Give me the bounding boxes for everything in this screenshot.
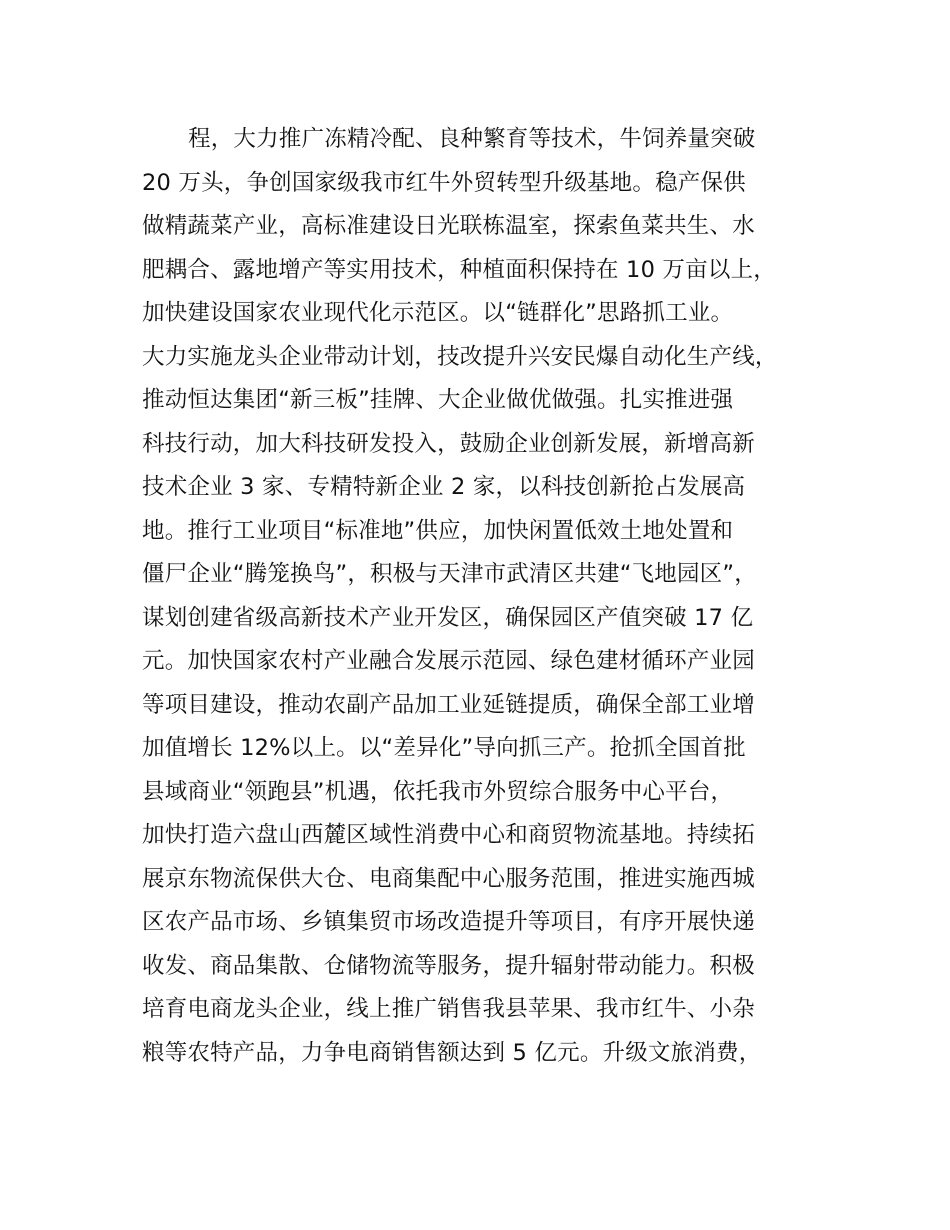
- text-line: 加快打造六盘山西麓区域性消费中心和商贸物流基地。持续拓: [142, 822, 755, 848]
- text-line: 加值增长 12%以上。以“差异化”导向抓三产。抢抓全国首批: [142, 735, 746, 761]
- text-line: 粮等农特产品，力争电商销售额达到 5 亿元。升级文旅消费，: [142, 1039, 762, 1066]
- text-line: 谋划创建省级高新技术产业开发区，确保园区产值突破 17 亿: [142, 604, 754, 631]
- text-line: 加快建设国家农业现代化示范区。以“链群化”思路抓工业。: [142, 300, 734, 326]
- text-line: 等项目建设，推动农副产品加工业延链提质，确保全部工业增: [142, 691, 755, 718]
- text-line: 程，大力推广冻精冷配、良种繁育等技术，牛饲养量突破: [188, 126, 756, 152]
- text-line: 科技行动，加大科技研发投入，鼓励企业创新发展，新增高新: [142, 430, 755, 457]
- body-paragraph: [142, 118, 842, 1075]
- text-line: 推动恒达集团“新三板”挂牌、大企业做优做强。扎实推进强: [142, 387, 734, 413]
- text-line: 收发、商品集散、仓储物流等服务，提升辐射带动能力。积极: [142, 952, 755, 979]
- text-line: 县域商业“领跑县”机遇，依托我市外贸综合服务中心平台，: [142, 778, 734, 805]
- text-line: 展京东物流保供大仓、电商集配中心服务范围，推进实施西城: [142, 865, 755, 892]
- text-line: 20 万头，争创国家级我市红牛外贸转型升级基地。稳产保供: [142, 169, 746, 196]
- text-line: 培育电商龙头企业，线上推广销售我县苹果、我市红牛、小杂: [142, 996, 755, 1022]
- text-line: 技术企业 3 家、专精特新企业 2 家，以科技创新抢占发展高: [142, 474, 746, 500]
- text-line: 地。推行工业项目“标准地”供应，加快闲置低效土地处置和: [142, 517, 734, 544]
- text-line: 肥耦合、露地增产等实用技术，种植面积保持在 10 万亩以上，: [142, 256, 776, 283]
- text-line: 元。加快国家农村产业融合发展示范园、绿色建材循环产业园: [142, 648, 755, 674]
- text-line: 大力实施龙头企业带动计划，技改提升兴安民爆自动化生产线，: [142, 343, 778, 370]
- text-line: 做精蔬菜产业，高标准建设日光联栋温室，探索鱼菜共生、水: [142, 213, 755, 239]
- text-line: 区农产品市场、乡镇集贸市场改造提升等项目，有序开展快递: [142, 909, 755, 935]
- text-line: 僵尸企业“腾笼换鸟”，积极与天津市武清区共建“飞地园区”，: [142, 561, 757, 587]
